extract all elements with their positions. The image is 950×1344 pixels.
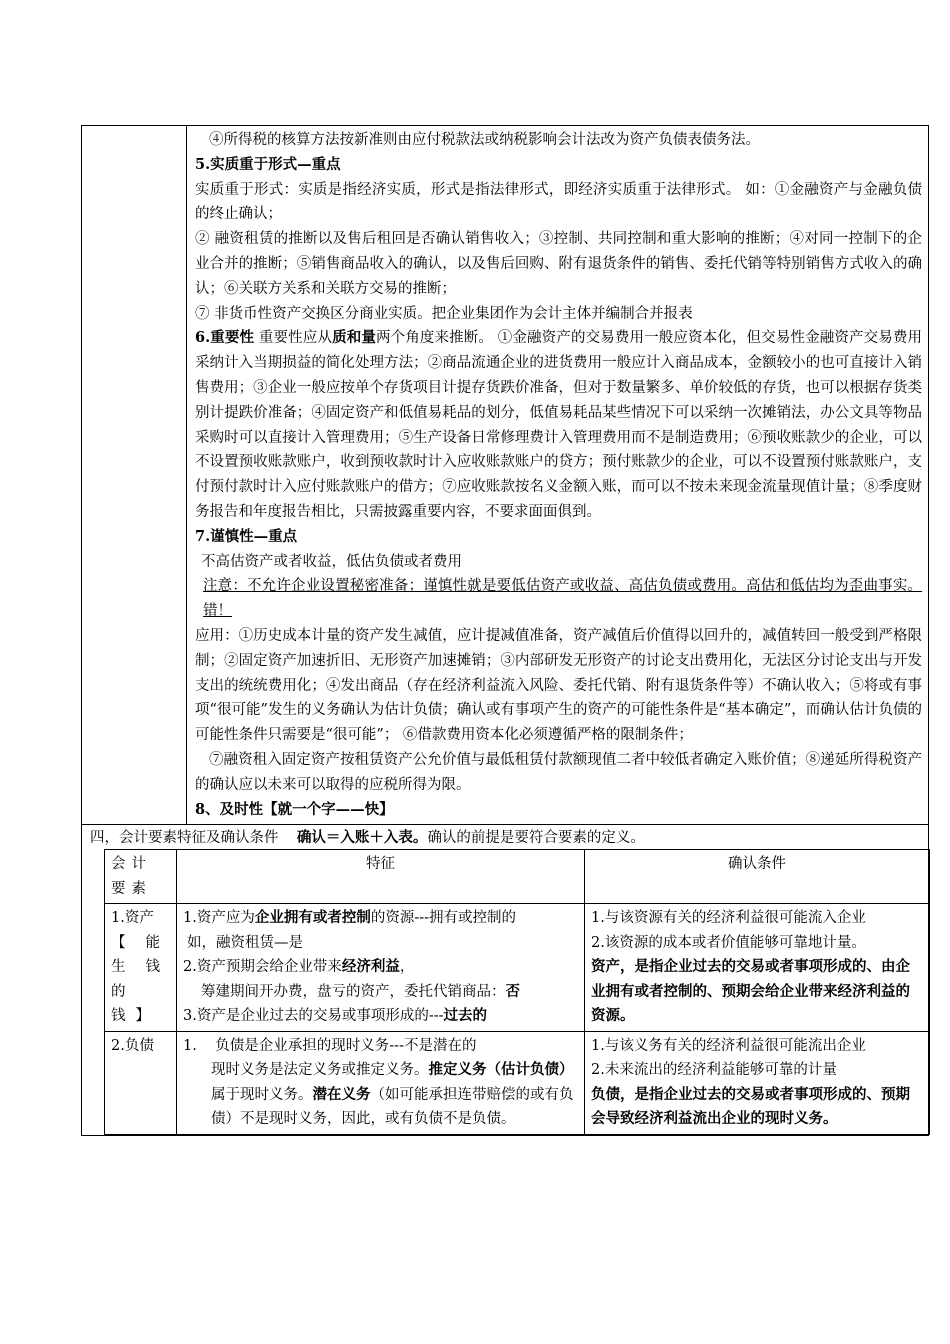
liability-feature-1: 1. 负债是企业承担的现时义务---不是潜在的 (183, 1037, 477, 1054)
section4-heading-c: 确认的前提是要符合要素的定义。 (427, 830, 645, 847)
liability-conditions-cell (585, 1031, 930, 1134)
liability-row (105, 1031, 930, 1134)
para-prudence-def: 不高估资产或者收益，低估负债或者费用 (201, 553, 462, 570)
liability-condition-1: 1.与该义务有关的经济利益很可能流出企业 (591, 1037, 866, 1054)
asset-row (105, 904, 930, 1032)
elements-table (104, 849, 930, 1135)
notes-table (81, 125, 929, 1136)
blank-left-cell (82, 126, 187, 825)
section4-heading (82, 825, 928, 849)
liability-f2b: 推定义务（估计负债） (428, 1061, 574, 1079)
line-income-tax: ④所得税的核算方法按新准则由应付税款法或纳税影响会计法改为资产负债表债务法。 (209, 132, 760, 148)
asset-feature-3 (183, 1004, 578, 1029)
header-conditions: 确认条件 (585, 850, 930, 904)
asset-feature-1-example: 如，融资租赁—是 (187, 934, 303, 951)
liability-f2e: （如可能承担连带赔偿的或有负债）不是现时义务，因此，或有负债不是负债。 (211, 1086, 574, 1128)
header-features: 特征 (177, 850, 585, 904)
asset-feature-2 (183, 955, 578, 980)
asset-nickname: 【能生钱的钱】 (111, 934, 170, 1025)
liability-f2a: 现时义务是法定义务或推定义务。 (211, 1062, 429, 1079)
materiality-quality-quantity: 质和量 (332, 329, 376, 347)
asset-conditions-cell (585, 904, 930, 1032)
section4-heading-b: 确认＝入账＋入表。 (296, 829, 428, 847)
asset-condition-1: 1.与该资源有关的经济利益很可能流入企业 (591, 910, 866, 927)
para-prudence-application: 应用：①历史成本计量的资产发生减值，应计提减值准备，资产减值后价值得以回升的，减值转回一般受到严格限制；②固定资产加速折旧、无形资产加速摊销；③内部研发无形资产的讨论支出费用化，无法区分讨论支出与开发支出的统统费用化；④发出商品（存在经济利益流入风险、委托代销、附有退货条件等）不确认收入；⑤将或有事项“很可能”发生的义务确认为估计负债；确认或有事项产生的资产的可能性条件是“基本确定”，而确认估计负债的可能性条件只需要是“很可能”； ⑥借款费用资本化必须遵循严格的限制条件； (195, 627, 922, 744)
asset-f2d: 筹建期间开办费，盘亏的资产，委托代销商品： (201, 983, 506, 1000)
asset-f2c: ， (399, 959, 415, 976)
elements-header-row (105, 850, 930, 904)
liability-condition-2: 2.未来流出的经济利益能够可靠的计量 (591, 1062, 837, 1079)
liability-f2d: 潜在义务 (312, 1085, 371, 1103)
heading-substance-over-form: 5.实质重于形式—重点 (195, 155, 341, 173)
asset-feature-2-example (183, 980, 578, 1005)
asset-f1c: 的资源---拥有或控制的 (370, 910, 517, 927)
asset-f3a: 3.资产是企业过去的交易或事项形成的--- (183, 1008, 444, 1025)
asset-f3b: 过去的 (443, 1007, 488, 1025)
asset-condition-2: 2.该资源的成本或者价值能够可靠地计量。 (591, 934, 866, 951)
principles-content-cell (187, 126, 929, 825)
materiality-text-b: 两个角度来推断。 ①金融资产的交易费用一般应资本化，但交易性金融资产交易费用采纳计入当期损益的简化处理方法；②商品流通企业的进货费用一般应计入商品成本，金额较小的也可直接计入销售费用；③企业一般应按单个存货项目计提存货跌价准备，但对于数量繁多、单价较低的存货，也可以根据存货类别计提跌价准备；④固定资产和低值易耗品的划分，低值易耗品某些情况下可以采纳一次摊销法，办公文具等物品采购时可以直接计入管理费用；⑤生产设备日常修理费计入管理费用而不是制造费用；⑥预收账款少的企业，可以不设置预收账款账户，收到预收款时计入应收账款账户的贷方；预付账款少的企业，可以不设置预付账款账户，支付预付款时计入应付账款账户的借方；⑦应收账款按名义金额入账，而可以不按未来现金流量现值计量；⑧季度财务报告和年度报告相比，只需披露重要内容，不要求面面俱到。 (195, 330, 923, 520)
asset-name: 1.资产 (111, 910, 154, 927)
para-nonmonetary-exchange: ⑦ 非货币性资产交换区分商业实质。把企业集团作为会计主体并编制合并报表 (195, 305, 693, 322)
asset-f2a: 2.资产预期会给企业带来 (183, 959, 342, 976)
asset-name-cell (105, 904, 177, 1032)
para-prudence-application-2: ⑦融资租入固定资产按租赁资产公允价值与最低租赁付款额现值二者中较低者确定入账价值；⑧递延所得税资产的确认应以未来可以取得的应税所得为限。 (195, 751, 922, 793)
asset-f2e: 否 (505, 982, 520, 1000)
section4-heading-a: 四，会计要素特征及确认条件 (90, 830, 297, 847)
liability-definition: 负债，是指企业过去的交易或者事项形成的、预期会导致经济利益流出企业的现时义务。 (591, 1085, 910, 1128)
liability-feature-2 (183, 1058, 578, 1132)
para-substance-over-form: 实质重于形式：实质是指经济实质，形式是指法律形式，即经济实质重于法律形式。 如：①金融资产与金融负债的终止确认； (195, 181, 922, 223)
liability-f2c: 属于现时义务。 (211, 1086, 313, 1103)
liability-features-cell (177, 1031, 585, 1134)
asset-definition: 资产，是指企业过去的交易或者事项形成的、由企业拥有或者控制的、预期会给企业带来经济利益的资源。 (591, 958, 910, 1025)
para-substance-examples: ② 融资租赁的推断以及售后租回是否确认销售收入；③控制、共同控制和重大影响的推断；④对同一控制下的企业合并的推断；⑤销售商品收入的确认，以及售后回购、附有退货条件的销售、委托代销等特别销售方式收入的确认；⑥关联方关系和关联方交易的推断； (195, 231, 922, 297)
asset-feature-1 (183, 906, 578, 931)
heading-prudence: 7.谨慎性—重点 (195, 527, 298, 545)
asset-f1a: 1.资产应为 (183, 910, 255, 927)
asset-f2b: 经济利益 (341, 958, 400, 976)
materiality-text-a: 重要性应从 (254, 330, 333, 347)
heading-materiality: 6.重要性 (195, 329, 255, 347)
para-materiality (195, 326, 922, 524)
para-prudence-note: 注意：不允许企业设置秘密准备；谨慎性就是要低估资产或收益、高估负债或费用。高估和低估均为歪曲事实。错！ (203, 578, 922, 620)
liability-name-cell: 2.负债 (105, 1031, 177, 1134)
header-element: 会计要素 (105, 850, 177, 904)
asset-features-cell (177, 904, 585, 1032)
elements-section (82, 825, 929, 1136)
heading-timeliness: 8、及时性【就一个字——快】 (195, 800, 394, 818)
asset-f1b: 企业拥有或者控制 (254, 909, 371, 927)
